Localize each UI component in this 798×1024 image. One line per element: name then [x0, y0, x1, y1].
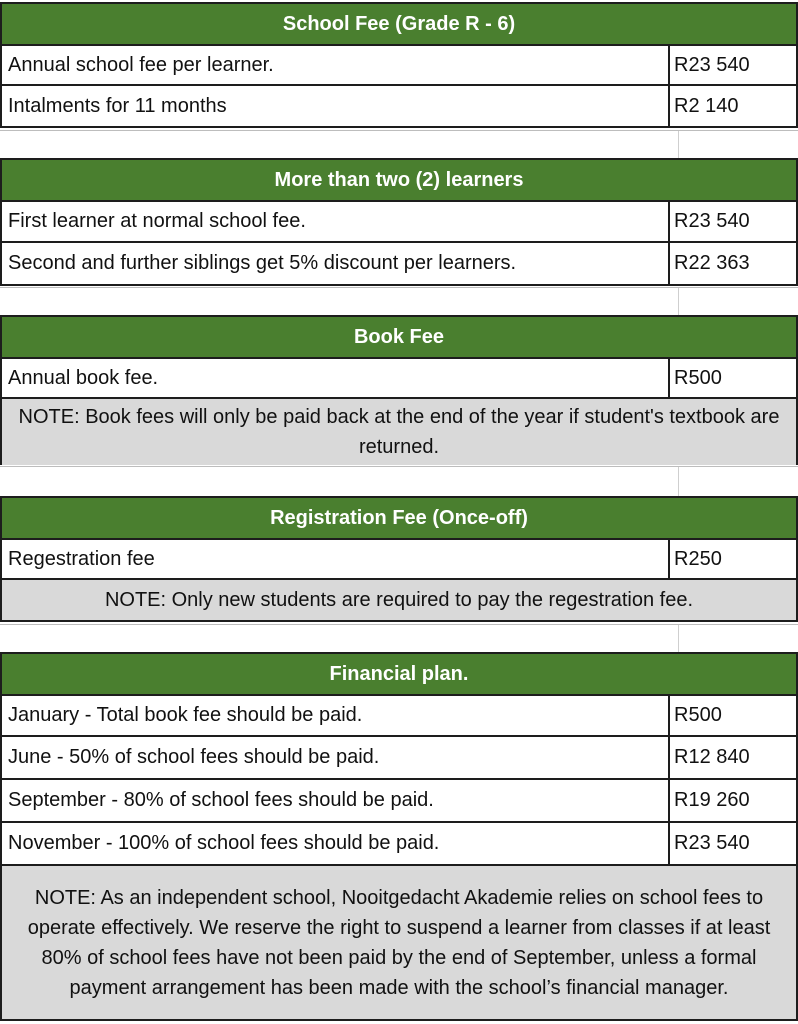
financial-plan-header: Financial plan.: [0, 652, 798, 694]
table-row: [0, 538, 798, 580]
row-label: Annual school fee per learner.: [2, 46, 670, 84]
row-label: November - 100% of school fees should be paid.: [2, 823, 670, 864]
spacer: [0, 130, 798, 158]
table-row: [0, 823, 798, 866]
book-fee-header: Book Fee: [0, 315, 798, 357]
financial-plan-note: NOTE: As an independent school, Nooitgedacht Akademie relies on school fees to operate effectively. We reserve the right to suspend a learner from classes if at least 80% of school fees have not been paid by the end of September, unless a formal payment arrangement has been made with the school’s financial manager.: [0, 866, 798, 1021]
row-amount: R500: [674, 704, 722, 726]
row-amount: R19 260: [674, 789, 750, 811]
row-label: Intalments for 11 months: [2, 86, 670, 126]
table-row: [0, 44, 798, 86]
row-amount: R2 140: [674, 94, 739, 117]
spacer: [0, 287, 798, 315]
registration-note: NOTE: Only new students are required to pay the regestration fee.: [0, 580, 798, 622]
row-amount: R22 363: [674, 252, 750, 274]
row-amount: R500: [674, 366, 722, 389]
table-row: [0, 780, 798, 823]
row-label: Annual book fee.: [2, 359, 670, 397]
row-amount: R23 540: [674, 832, 750, 854]
table-row: [0, 86, 798, 128]
row-amount: R23 540: [674, 53, 750, 76]
spacer: [0, 466, 798, 496]
row-amount: R23 540: [674, 210, 750, 232]
siblings-header: More than two (2) learners: [0, 158, 798, 200]
table-row: [0, 357, 798, 399]
row-label: January - Total book fee should be paid.: [2, 696, 670, 735]
siblings-section: [0, 158, 798, 286]
school-fee-header: School Fee (Grade R - 6): [0, 2, 798, 44]
table-row: [0, 737, 798, 780]
table-row: [0, 694, 798, 737]
spacer: [0, 624, 798, 652]
row-amount: R12 840: [674, 746, 750, 768]
row-label: Regestration fee: [2, 540, 670, 578]
registration-header: Registration Fee (Once-off): [0, 496, 798, 538]
financial-plan-section: [0, 652, 798, 1021]
row-label: June - 50% of school fees should be paid.: [2, 737, 670, 778]
row-label: September - 80% of school fees should be paid.: [2, 780, 670, 821]
school-fee-section: [0, 2, 798, 128]
book-fee-section: [0, 315, 798, 465]
row-amount: R250: [674, 547, 722, 570]
table-row: [0, 200, 798, 243]
book-fee-note: NOTE: Book fees will only be paid back at the end of the year if student's textbook are returned.: [0, 399, 798, 465]
table-row: [0, 243, 798, 286]
row-label: First learner at normal school fee.: [2, 202, 670, 241]
row-label: Second and further siblings get 5% discount per learners.: [2, 243, 670, 284]
registration-section: [0, 496, 798, 622]
